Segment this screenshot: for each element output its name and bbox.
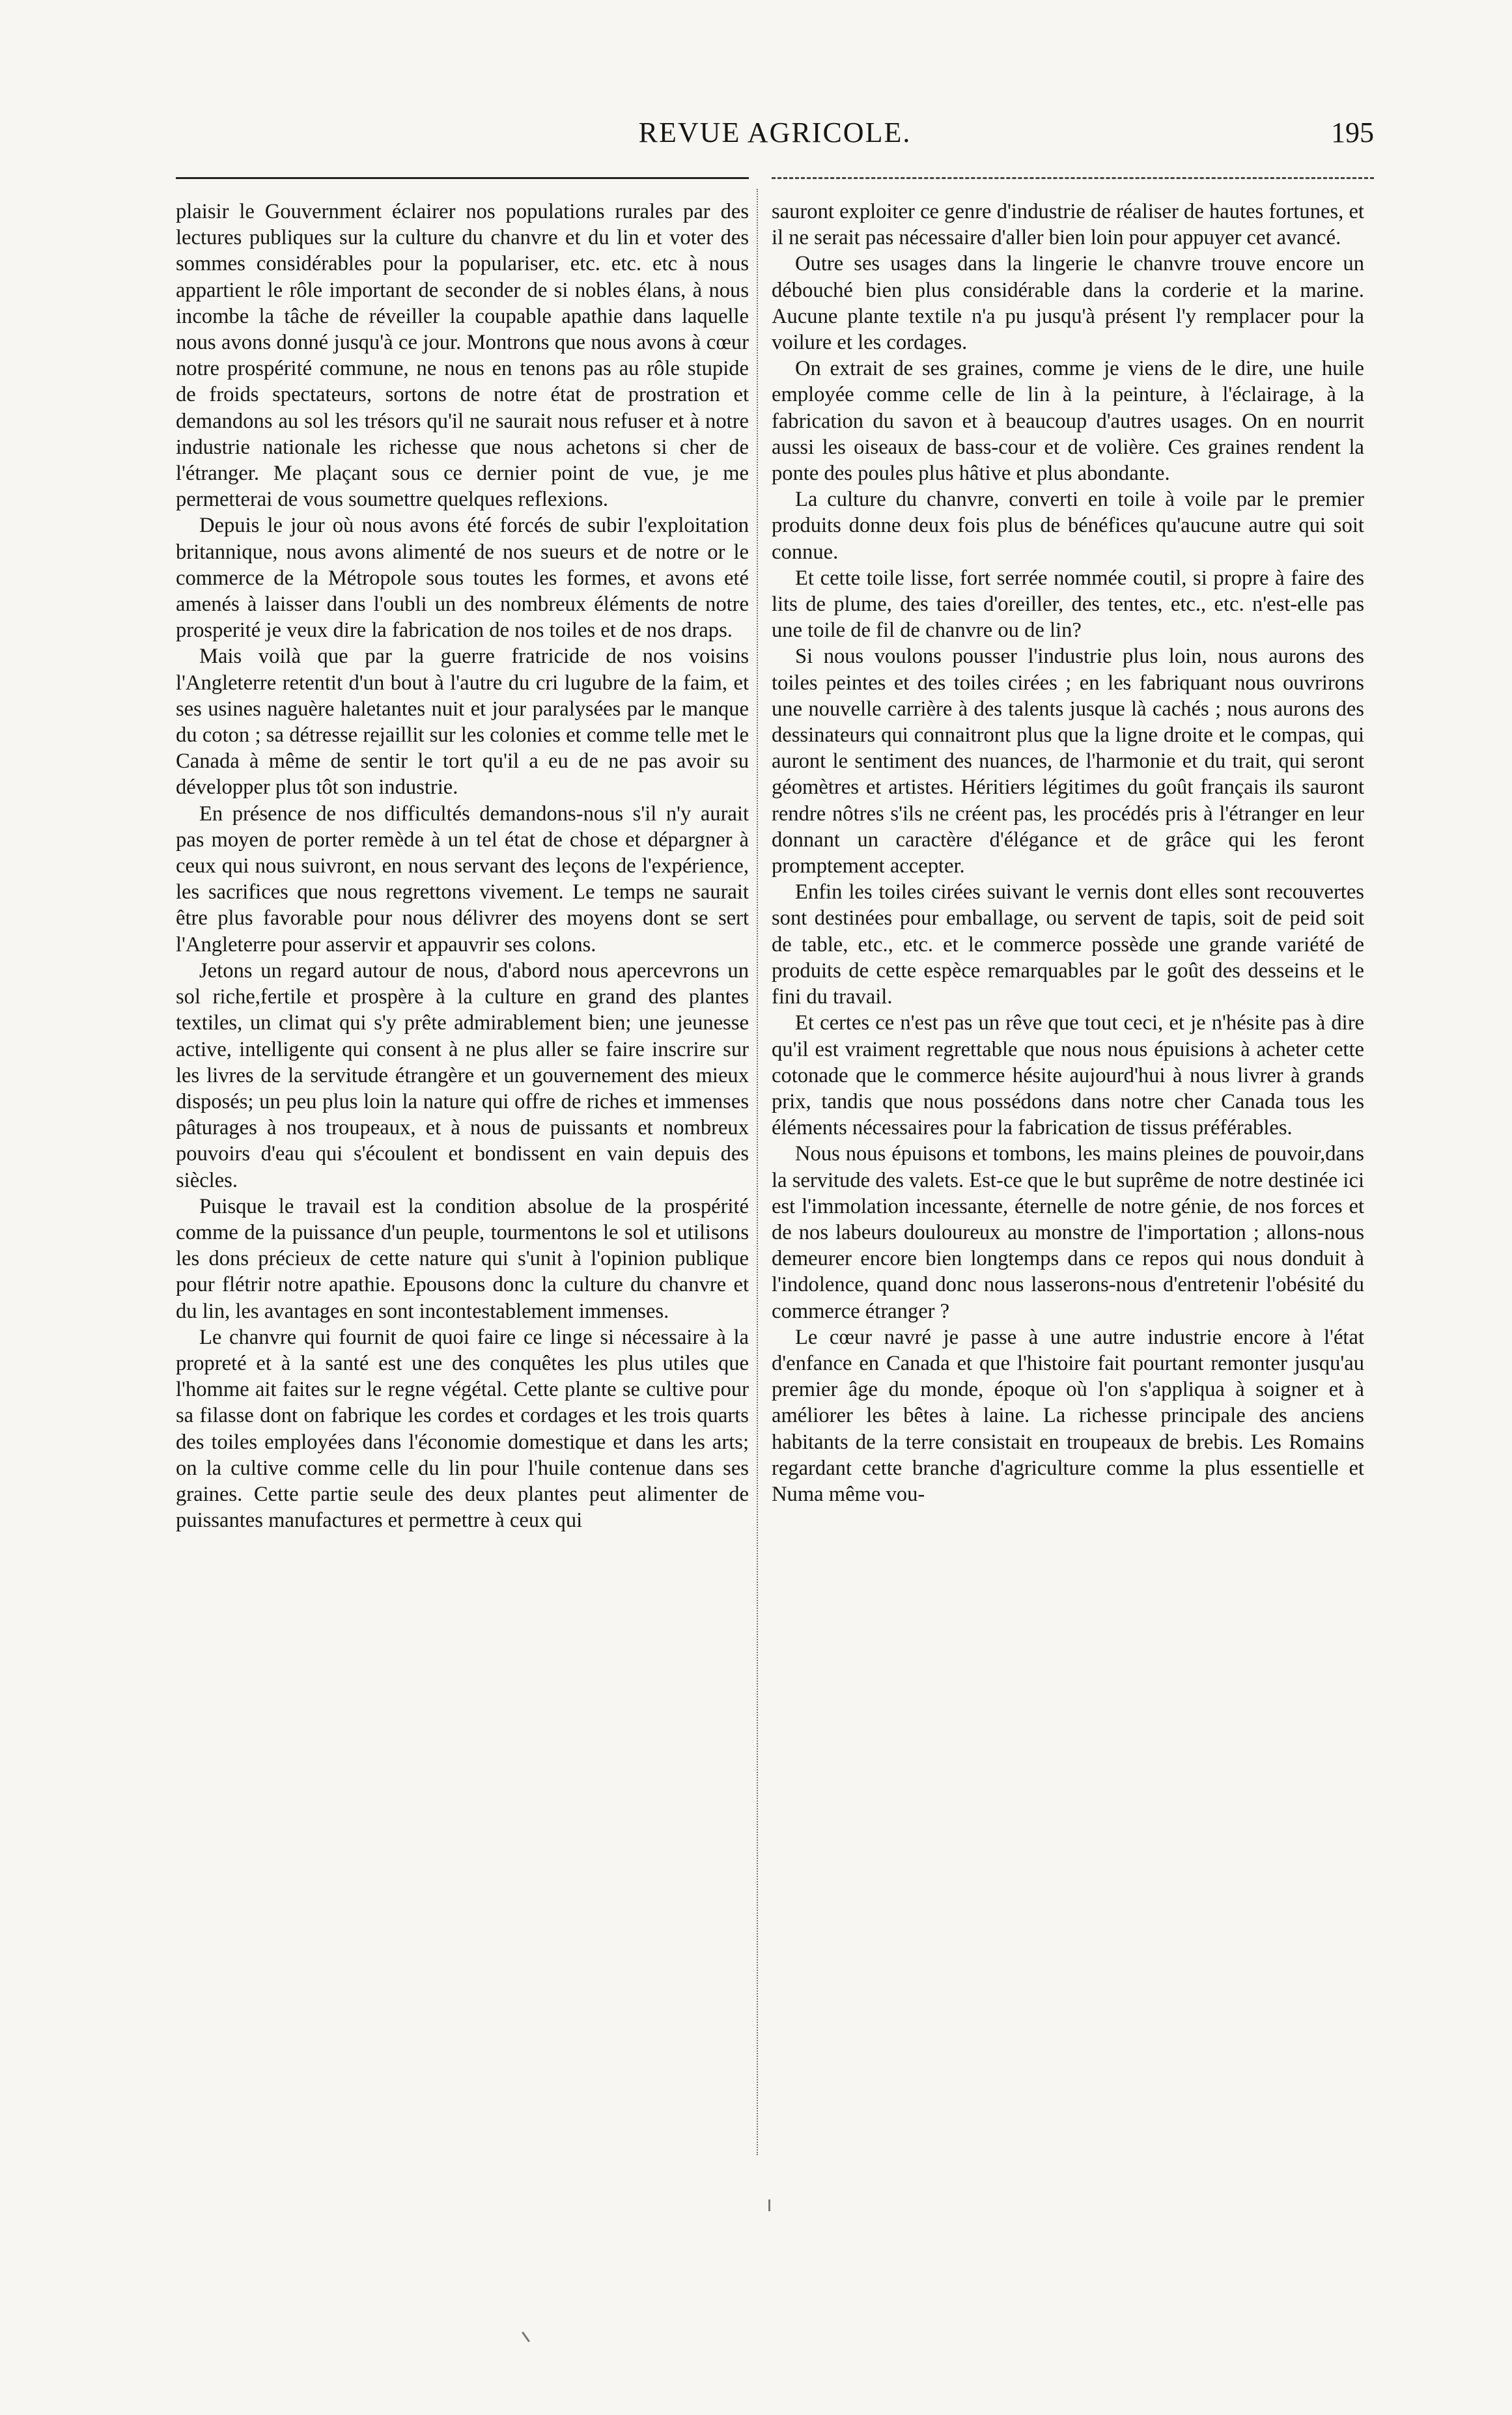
paragraph: Le cœur navré je passe à une autre industrie encore à l'état d'enfance en Canada et que l'histoire fait pourtant remonter jusqu'au premier âge du monde, époque où l'on s'appliqua à soigner et à améliorer les bêtes à laine. La richesse principale des anciens habitants de la terre consistait en troupeaux de brebis. Les Romains regardant cette branche d'agriculture comme la plus essentielle et Numa même vou- bbox=[772, 1325, 1364, 1506]
print-speck bbox=[768, 2199, 770, 2211]
header-rule-left bbox=[176, 177, 749, 179]
page-header bbox=[176, 116, 1374, 155]
paragraph: Si nous voulons pousser l'industrie plus loin, nous aurons des toiles peintes et des toiles cirées ; en les fabriquant nous ouvrirons une nouvelle carrière à des talents jusque là cachés ; nous aurons des dessinateurs qui connaitront plus que la ligne droite et le compas, qui auront le sentiment des nuances, de l'harmonie et du trait, qui seront géomètres et artistes. Héritiers légitimes du goût français ils sauront rendre nôtres s'ils ne créent pas, les procédés pris à l'étranger en leur donnant un caractère d'élégance et de grâce qui les feront promptement accepter. bbox=[772, 645, 1364, 878]
running-title: REVUE AGRICOLE. bbox=[638, 117, 912, 148]
paragraph: On extrait de ses graines, comme je viens de le dire, une huile employée comme celle de lin à la peinture, à l'éclairage, à la fabrication du savon et à beaucoup d'autres usages. On en nourrit aussi les oiseaux de bass-cour et de volière. Ces graines rendent la ponte des poules plus hâtive et plus abondante. bbox=[772, 357, 1364, 486]
print-speck bbox=[522, 2332, 530, 2342]
paragraph: Jetons un regard autour de nous, d'abord nous apercevrons un sol riche,fertile et prospère à la culture en grand des plantes textiles, un climat qui s'y prête admirablement bien; une jeunesse active, intelligente qui consent à ne plus aller se faire inscrire sur les livres de la servitude étrangère et un gouvernement des mieux disposés; un peu plus loin la nature qui offre de riches et immenses pâturages à nos troupeaux, et à nous de puissants et nombreux pouvoirs d'eau qui s'écoulent et bondissent en vain depuis des siècles. bbox=[176, 958, 749, 1192]
paragraph: plaisir le Gouvernment éclairer nos populations rurales par des lectures publiques sur la culture du chanvre et du lin et voter des sommes considérables pour la populariser, etc. etc. etc à nous appartient le rôle important de seconder de si nobles élans, à nous incombe la tâche de réveiller la coupable apathie dans laquelle nous avons donné jusqu'à ce jour. Montrons que nous avons à cœur notre prospérité commune, ne nous en tenons pas au rôle stupide de froids spectateurs, sortons de notre état de prostration et demandons au sol les trésors qu'il ne saurait nous refuser et à notre industrie nationale les richesse que nous achetons si cher de l'étranger. Me plaçant sous ce dernier point de vue, je me permetterai de vous soumettre quelques reflexions. bbox=[176, 200, 749, 512]
paragraph: Le chanvre qui fournit de quoi faire ce linge si nécessaire à la propreté et à la santé est une des conquêtes les plus utiles que l'homme ait faites sur le regne végétal. Cette plante se cultive pour sa filasse dont on fabrique les cordes et cordages et les trois quarts des toiles employées dans l'économie domestique et dans les arts; on la cultive comme celle du lin pour l'huile contenue dans ses graines. Cette partie seule des deux plantes peut alimenter de puissantes manufactures et permettre à ceux qui bbox=[176, 1325, 749, 1533]
paragraph: La culture du chanvre, converti en toile à voile par le premier produits donne deux fois plus de bénéfices qu'aucune autre qui soit connue. bbox=[772, 488, 1364, 564]
left-column bbox=[176, 199, 749, 1533]
paragraph: Enfin les toiles cirées suivant le vernis dont elles sont recouvertes sont destinées pour emballage, ou servent de tapis, soit de peid soit de table, etc., etc. et le commerce possède une grande variété de produits de cette espèce remarquables par le goût des desseins et le fini du travail. bbox=[772, 880, 1364, 1009]
paragraph: Depuis le jour où nous avons été forcés de subir l'exploitation britannique, nous avons alimenté de nos sueurs et de notre or le commerce de la Métropole sous toutes les formes, et avons eté amenés à laisser dans l'oubli un des nombreux éléments de notre prosperité je veux dire la fabrication de nos toiles et de nos draps. bbox=[176, 514, 749, 643]
paragraph: Et certes ce n'est pas un rêve que tout ceci, et je n'hésite pas à dire qu'il est vraiment regrettable que nous nous épuisions à acheter cette cotonade que le commerce hésite aujourd'hui à nous livrer à grands prix, tandis que nous possédons dans notre cher Canada tous les éléments nécessaires pour la fabrication de tissus préférables. bbox=[772, 1011, 1364, 1140]
right-column bbox=[772, 199, 1364, 1507]
page-number: 195 bbox=[1331, 117, 1374, 148]
paragraph: Nous nous épuisons et tombons, les mains pleines de pouvoir,dans la servitude des valets. Est-ce que le but suprême de notre destinée ici est l'immolation incessante, éternelle de notre génie, de nos forces et de nos labeurs douloureux au monstre de l'importation ; allons-nous demeurer encore bien longtemps dans ce repos qui nous donduit à l'indolence, quand donc nous lasserons-nous d'entretenir l'obésité du commerce étranger ? bbox=[772, 1142, 1364, 1323]
paragraph: Mais voilà que par la guerre fratricide de nos voisins l'Angleterre retentit d'un bout à l'autre du cri lugubre de la faim, et ses usines naguère haletantes nuit et jour paralysées par le manque du coton ; sa détresse rejaillit sur les colonies et comme telle met le Canada à même de sentir le tort qu'il a eu de ne pas avoir su développer plus tôt son industrie. bbox=[176, 645, 749, 800]
header-rule-right bbox=[772, 177, 1374, 179]
paragraph: Et cette toile lisse, fort serrée nommée coutil, si propre à faire des lits de plume, des taies d'oreiller, des tentes, etc., etc. n'est-elle pas une toile de fil de chanvre ou de lin? bbox=[772, 566, 1364, 643]
paragraph: En présence de nos difficultés demandons-nous s'il n'y aurait pas moyen de porter remède à un tel état de chose et dépargner à ceux qui nous suivront, en nous servant des leçons de l'expérience, les sacrifices que nous regrettons vivement. Le temps ne saurait être plus favorable pour nous délivrer des moyens dont se sert l'Angleterre pour asservir et appauvrir ses colons. bbox=[176, 802, 749, 956]
paragraph: sauront exploiter ce genre d'industrie de réaliser de hautes fortunes, et il ne serait pas nécessaire d'aller bien loin pour appuyer cet avancé. bbox=[772, 200, 1364, 250]
paragraph: Outre ses usages dans la lingerie le chanvre trouve encore un débouché bien plus considérable dans la corderie et la marine. Aucune plante textile n'a pu jusqu'à présent l'y remplacer pour la voilure et les cordages. bbox=[772, 252, 1364, 355]
column-divider bbox=[757, 189, 758, 2155]
paragraph: Puisque le travail est la condition absolue de la prospérité comme de la puissance d'un peuple, tourmentons le sol et utilisons les dons précieux de cette nature qui s'unit à l'opinion publique pour flétrir notre apathie. Epousons donc la culture du chanvre et du lin, les avantages en sont incontestablement immenses. bbox=[176, 1194, 749, 1323]
